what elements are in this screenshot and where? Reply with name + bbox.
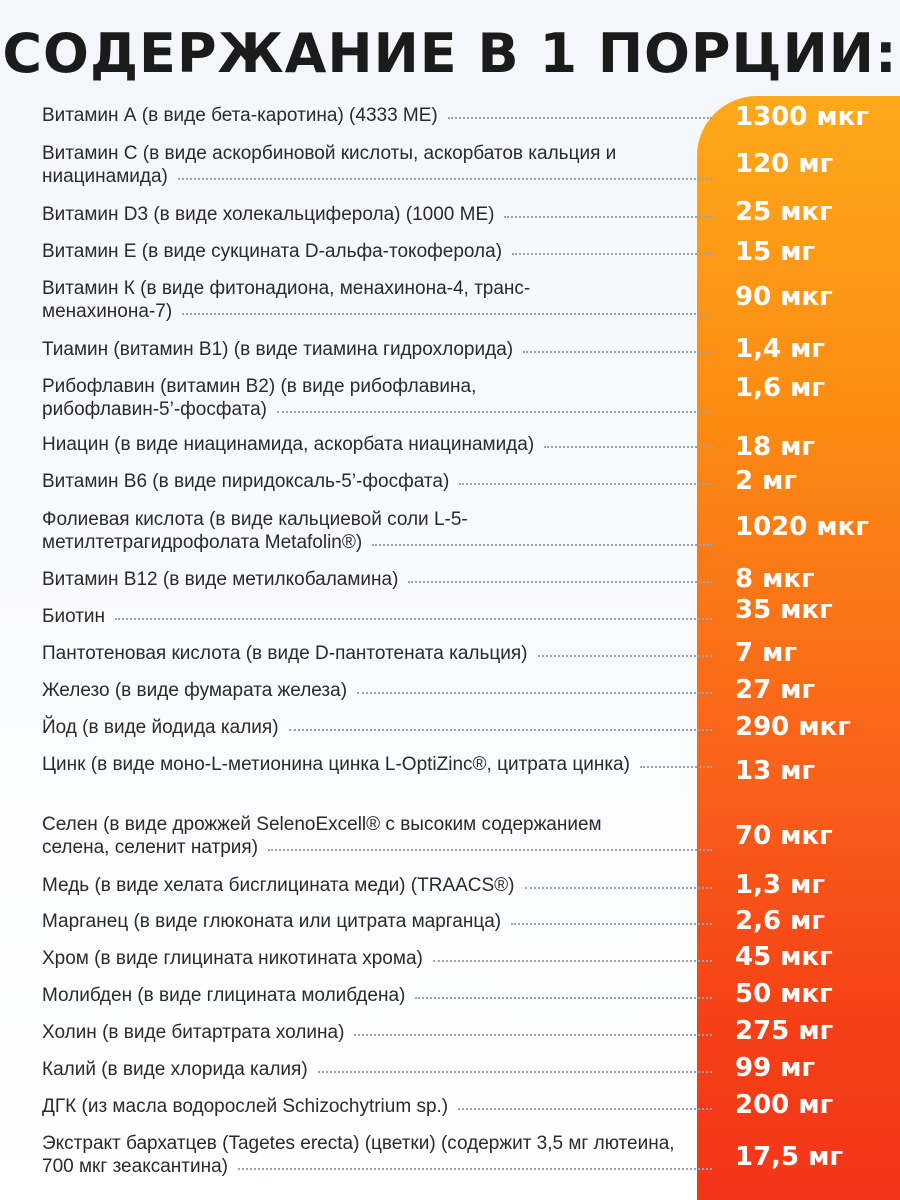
nutrient-name: Рибофлавин (витамин В2) (в виде рибофлавина, рибофлавин-5’-фосфата): [42, 376, 477, 420]
dotted-leader: [525, 887, 712, 889]
dotted-leader: [538, 655, 712, 657]
nutrient-name: Холин (в виде битартрата холина): [42, 1022, 345, 1043]
nutrient-amount: 17,5 мг: [735, 1142, 844, 1172]
nutrient-name: Ниацин (в виде ниацинамида, аскорбата ниацинамида): [42, 434, 535, 455]
nutrient-amount: 18 мг: [735, 432, 816, 462]
nutrient-amount: 8 мкг: [735, 564, 815, 594]
nutrient-amount: 1,6 мг: [735, 373, 825, 403]
dotted-leader: [408, 581, 712, 583]
dotted-leader: [372, 544, 712, 546]
nutrient-amount: 90 мкг: [735, 282, 833, 312]
nutrient-name: Тиамин (витамин В1) (в виде тиамина гидрохлорида): [42, 339, 514, 360]
dotted-leader: [354, 1034, 712, 1036]
nutrient-amount: 70 мкг: [735, 821, 833, 851]
nutrient-amount: 7 мг: [735, 638, 797, 668]
nutrient-amount: 2 мг: [735, 466, 797, 496]
dotted-leader: [318, 1071, 712, 1073]
dotted-leader: [512, 253, 712, 255]
dotted-leader: [178, 178, 712, 180]
nutrient-amount: 1300 мкг: [735, 102, 869, 132]
nutrient-amount: 50 мкг: [735, 979, 833, 1009]
dotted-leader: [115, 618, 712, 620]
nutrient-amount: 27 мг: [735, 675, 816, 705]
page-title: СОДЕРЖАНИЕ В 1 ПОРЦИИ:: [2, 22, 898, 85]
nutrient-amount: 200 мг: [735, 1090, 834, 1120]
nutrient-name: Витамин В12 (в виде метилкобаламина): [42, 569, 399, 590]
dotted-leader: [523, 351, 712, 353]
nutrient-name: Йод (в виде йодида калия): [42, 717, 279, 738]
nutrient-amount: 25 мкг: [735, 197, 833, 227]
nutrient-name: Витамин А (в виде бета-каротина) (4333 МЕ): [42, 105, 438, 126]
nutrient-amount: 15 мг: [735, 237, 816, 267]
nutrient-name: Селен (в виде дрожжей SelenoExcell® с высоким содержанием селена, селенит натрия): [42, 814, 602, 858]
nutrient-name: Хром (в виде глицината никотината хрома): [42, 948, 423, 969]
nutrient-amount: 13 мг: [735, 756, 816, 786]
nutrient-name: Витамин С (в виде аскорбиновой кислоты, аскорбатов кальция и ниацинамида): [42, 143, 617, 187]
nutrient-name: Калий (в виде хлорида калия): [42, 1059, 308, 1080]
nutrient-amount: 99 мг: [735, 1053, 816, 1083]
dotted-leader: [289, 729, 712, 731]
nutrient-name: Витамин Е (в виде сукцината D-альфа-токоферола): [42, 241, 503, 262]
dotted-leader: [448, 117, 712, 119]
dotted-leader: [182, 313, 712, 315]
nutrient-name: Цинк (в виде моно-L-метионина цинка L-OptiZinc®, цитрата цинка): [42, 754, 630, 775]
nutrient-name: Биотин: [42, 606, 106, 627]
nutrient-name: Витамин К (в виде фитонадиона, менахинона-4, транс-менахинона-7): [42, 278, 531, 322]
dotted-leader: [458, 1108, 712, 1110]
dotted-leader: [504, 216, 712, 218]
nutrient-amount: 120 мг: [735, 149, 834, 179]
nutrient-amount: 1,4 мг: [735, 334, 825, 364]
dotted-leader: [511, 923, 712, 925]
nutrient-name: Витамин D3 (в виде холекальциферола) (1000 МЕ): [42, 204, 495, 225]
nutrient-name: ДГК (из масла водорослей Schizochytrium sp.): [42, 1096, 449, 1117]
nutrient-name: Медь (в виде хелата бисглицината меди) (TRAACS®): [42, 875, 515, 896]
nutrient-name: Экстракт бархатцев (Tagetes erecta) (цветки) (содержит 3,5 мг лютеина, 700 мкг зеаксантина): [42, 1133, 675, 1177]
nutrient-name: Пантотеновая кислота (в виде D-пантотената кальция): [42, 643, 528, 664]
dotted-leader: [238, 1168, 712, 1170]
nutrient-amount: 45 мкг: [735, 942, 833, 972]
dotted-leader: [415, 997, 712, 999]
dotted-leader: [277, 411, 712, 413]
dotted-leader: [459, 483, 712, 485]
dotted-leader: [544, 446, 712, 448]
nutrient-amount: 290 мкг: [735, 712, 851, 742]
dotted-leader: [433, 960, 712, 962]
dotted-leader: [357, 692, 712, 694]
nutrient-name: Железо (в виде фумарата железа): [42, 680, 348, 701]
nutrient-amount: 35 мкг: [735, 595, 833, 625]
nutrient-amount: 1020 мкг: [735, 512, 869, 542]
dotted-leader: [640, 766, 712, 768]
nutrient-name: Марганец (в виде глюконата или цитрата марганца): [42, 911, 502, 932]
nutrient-name: Фолиевая кислота (в виде кальциевой соли L-5-метилтетрагидрофолата Metafolin®): [42, 509, 468, 553]
dotted-leader: [268, 849, 712, 851]
nutrient-name: Витамин В6 (в виде пиридоксаль-5’-фосфата): [42, 471, 450, 492]
nutrient-amount: 2,6 мг: [735, 906, 825, 936]
nutrient-name: Молибден (в виде глицината молибдена): [42, 985, 406, 1006]
nutrient-amount: 1,3 мг: [735, 870, 825, 900]
nutrient-amount: 275 мг: [735, 1016, 834, 1046]
